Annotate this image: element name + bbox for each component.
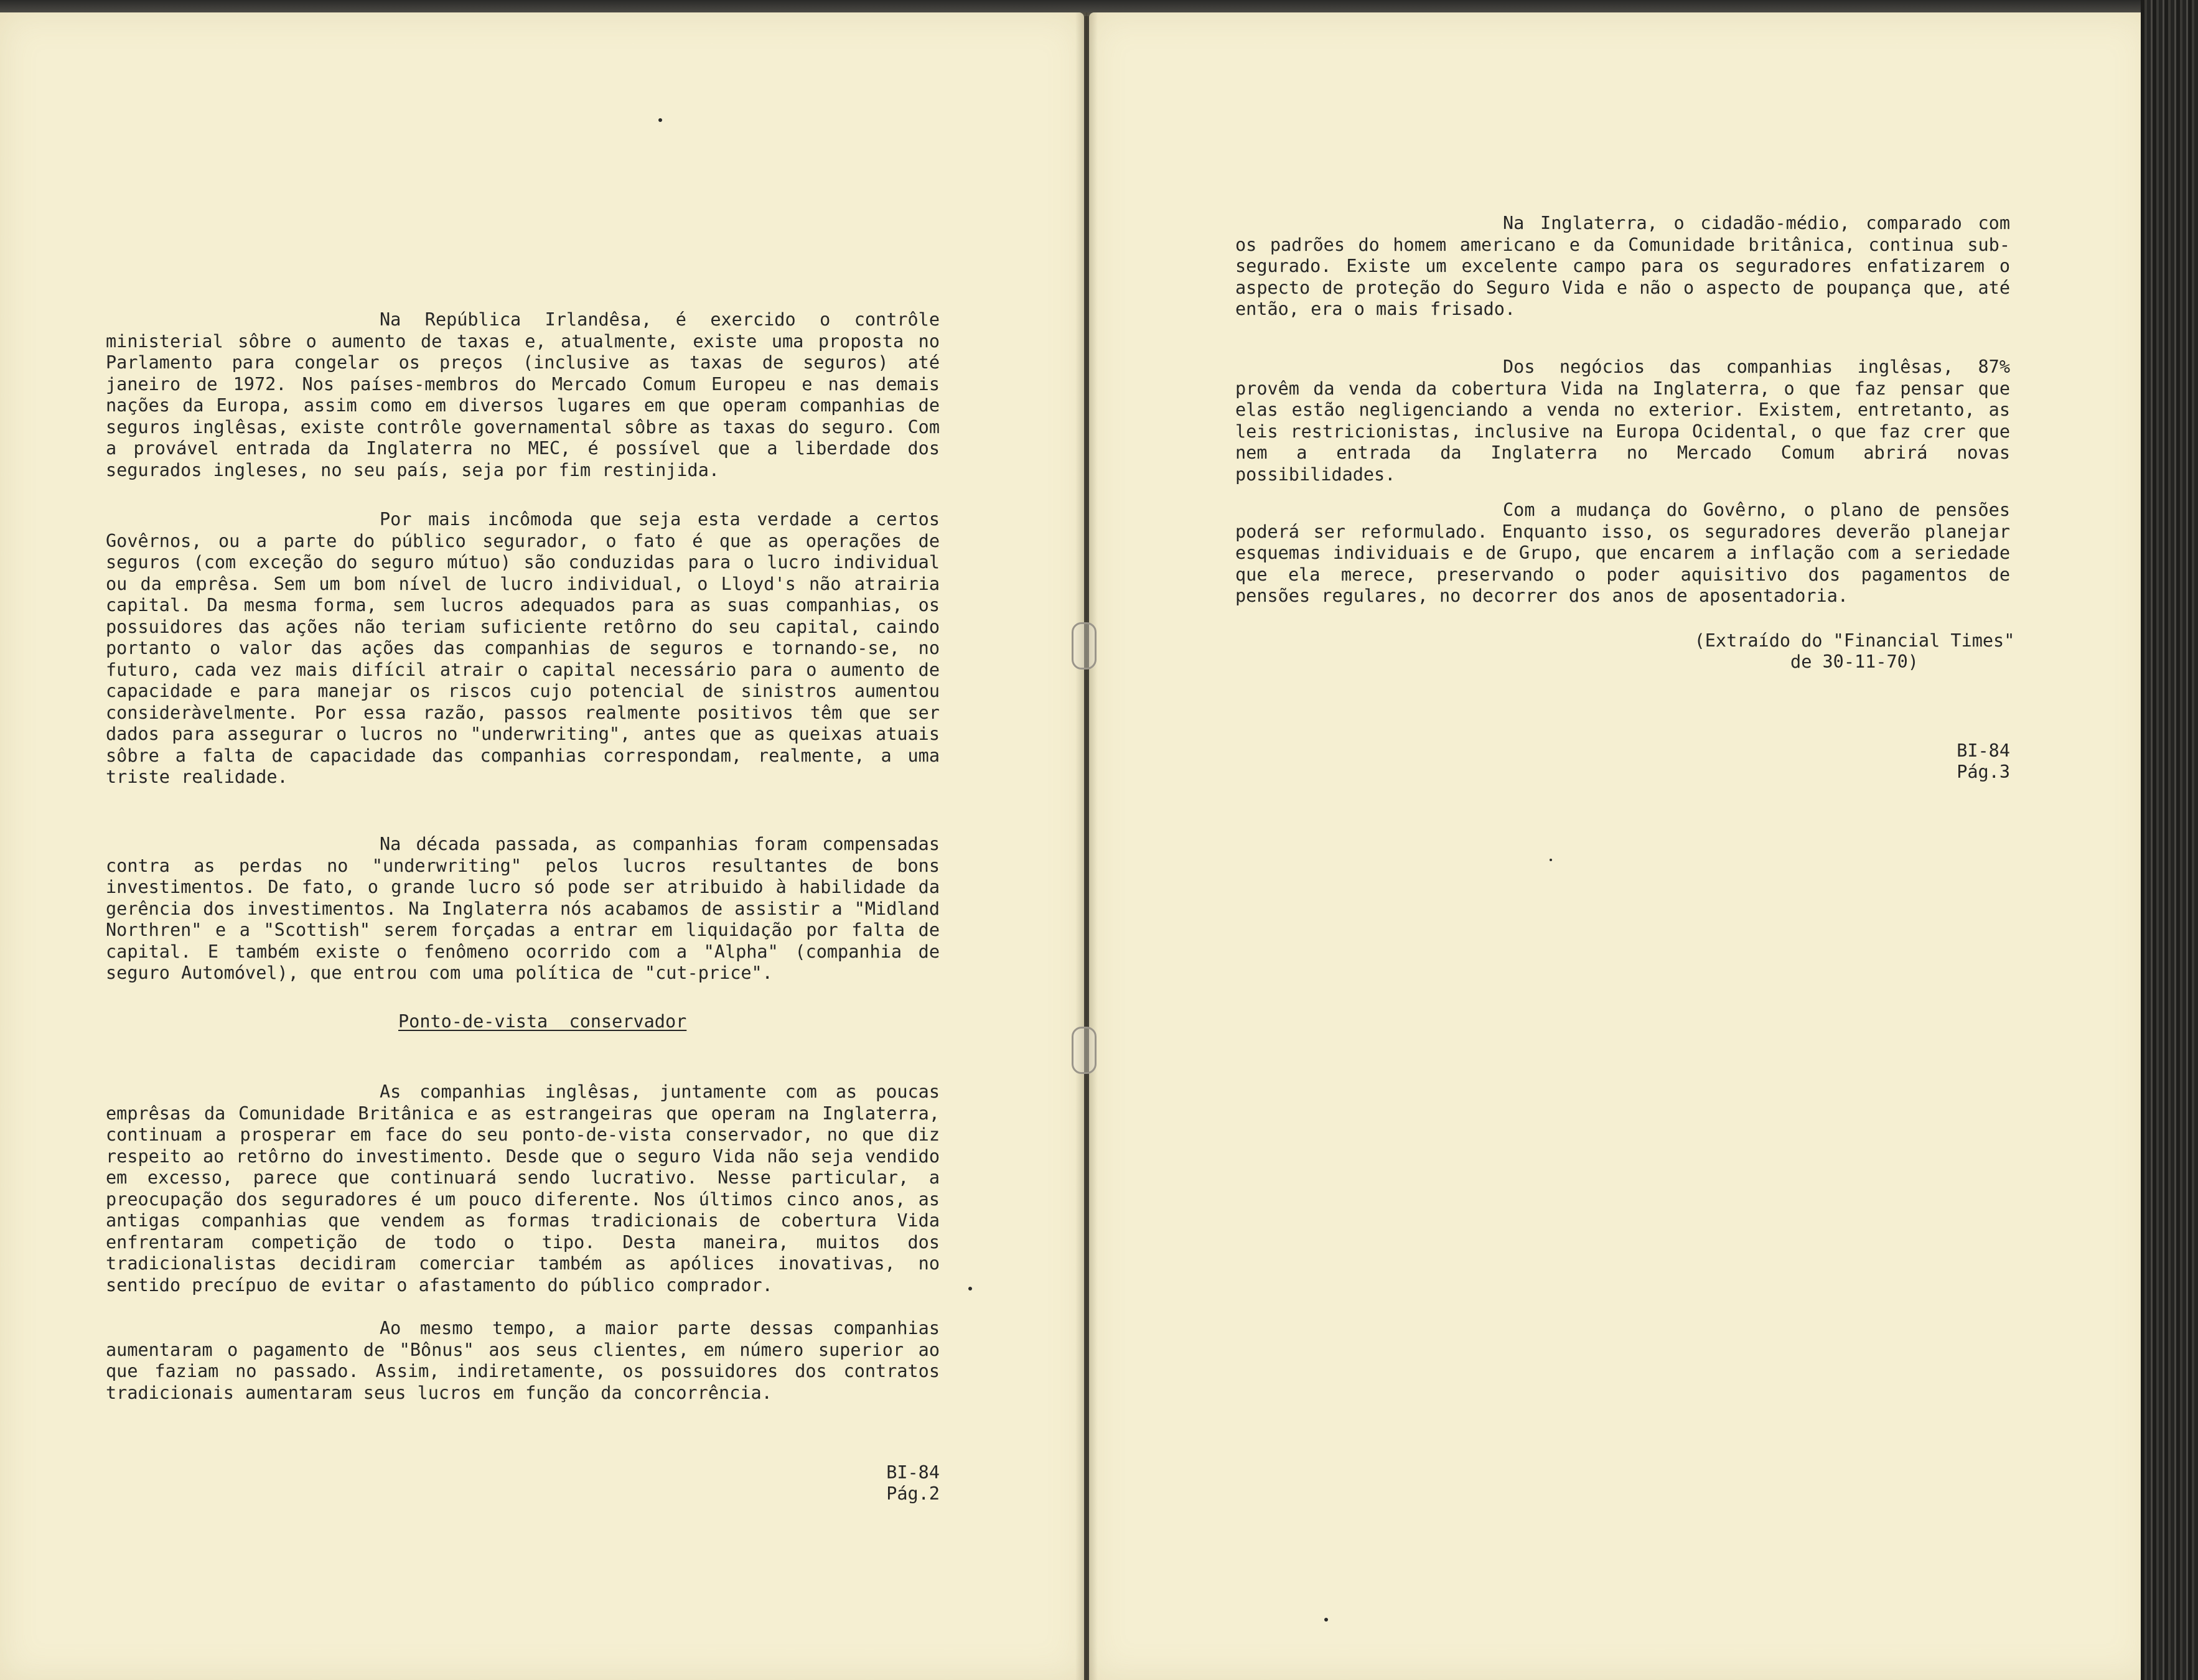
- source-credit-line-2: de 30-11-70): [1790, 651, 1919, 672]
- left-footer-page-number: Pág.2: [886, 1483, 940, 1504]
- right-page-footer: [1904, 740, 2010, 783]
- right-footer-page-number: Pág.3: [1957, 762, 2010, 782]
- left-paragraph-2: Por mais incômoda que seja esta verdade a certos Govêrnos, ou a parte do público segurador, o fato é que as operações de seguros (com exceção do seguro mútuo) são conduzidas para o lucro individual ou da emprêsa. Sem um bom nível de lucro individual, o Lloyd's não atrairia capital. Da mesma forma, sem lucros adequados para as suas companhias, os possuidores das ações não teriam suficiente retôrno do seu capital, caindo portanto o valor das ações das companhias de seguros e tornando-se, no futuro, cada vez mais difícil atrair o capital necessário para o aumento de capacidade e para manejar os riscos cujo potencial de sinistros aumentou consideràvelmente. Por essa razão, passos realmente positivos têm que ser dados para assegurar o lucros no "underwriting", antes que as queixas atuais sôbre a falta de capacidade das companhias correspondam, realmente, a uma triste realidade.: [106, 509, 940, 787]
- scan-speck: [1550, 859, 1552, 861]
- stacked-page-edges: [2141, 0, 2198, 1680]
- left-paragraph-1: Na República Irlandêsa, é exercido o contrôle ministerial sôbre o aumento de taxas e, atualmente, existe uma proposta no Parlamento para congelar os preços (inclusive as taxas de seguros) até janeiro de 1972. Nos países-membros do Mercado Comum Europeu e nas demais nações da Europa, assim como em diversos lugares em que operam companhias de seguros inglêsas, existe contrôle governamental sôbre as taxas do seguro. Com a provável entrada da Inglaterra no MEC, é possível que a liberdade dos segurados ingleses, no seu país, seja por fim restinjida.: [106, 309, 940, 480]
- right-paragraph-3: Com a mudança do Govêrno, o plano de pensões poderá ser reformulado. Enquanto isso, os seguradores deverão planejar esquemas individuais e de Grupo, que encarem a inflação com a seriedade que ela merece, preservando o poder aquisitivo dos pagamentos de pensões regulares, no decorrer dos anos de aposentadoria.: [1235, 500, 2010, 606]
- right-paragraph-1: Na Inglaterra, o cidadão-médio, comparado com os padrões do homem americano e da Comunidade britânica, continua sub-segurado. Existe um excelente campo para os seguradores enfatizarem o aspecto de proteção do Seguro Vida e não o aspecto de poupança que, até então, era o mais frisado.: [1235, 213, 2010, 319]
- source-credit: [1680, 630, 2029, 673]
- staple-top: [1072, 622, 1097, 670]
- scan-speck: [658, 118, 662, 122]
- scan-speck: [968, 1287, 972, 1290]
- staple-bottom: [1072, 1027, 1097, 1074]
- left-paragraph-3: Na década passada, as companhias foram compensadas contra as perdas no "underwriting" pelos lucros resultantes de bons investimentos. De fato, o grande lucro só pode ser atribuido à habilidade da gerência dos investimentos. Na Inglaterra nós acabamos de assistir a "Midland Northren" e a "Scottish" serem forçadas a entrar em liquidação por falta de capital. E também existe o fenômeno ocorrido com a "Alpha" (companhia de seguro Automóvel), que entrou com uma política de "cut-price".: [106, 834, 940, 983]
- book-gutter: [1075, 12, 1098, 1680]
- faded-header-mark: [68, 156, 330, 193]
- section-subheading: Ponto-de-vista conservador: [398, 1011, 687, 1032]
- left-paragraph-5: Ao mesmo tempo, a maior parte dessas companhias aumentaram o pagamento de "Bônus" aos seus clientes, em número superior ao que faziam no passado. Assim, indiretamente, os possuidores dos contratos tradicionais aumentaram seus lucros em função da concorrência.: [106, 1318, 940, 1403]
- right-paragraph-2: Dos negócios das companhias inglêsas, 87% provêm da venda da cobertura Vida na Inglaterra, o que faz pensar que elas estão negligenciando a venda no exterior. Existem, entretanto, as leis restricionistas, inclusive na Europa Ocidental, o que faz crer que nem a entrada da Inglaterra no Mercado Comum abrirá novas possibilidades.: [1235, 357, 2010, 485]
- source-credit-line-1: (Extraído do "Financial Times": [1694, 630, 2015, 651]
- left-paragraph-4: As companhias inglêsas, juntamente com as poucas emprêsas da Comunidade Britânica e as estrangeiras que operam na Inglaterra, continuam a prosperar em face do seu ponto-de-vista conservador, no que diz respeito ao retôrno do investimento. Desde que o seguro Vida não seja vendido em excesso, parece que continuará sendo lucrativo. Nesse particular, a preocupação dos seguradores é um pouco diferente. Nos últimos cinco anos, as antigas companhias que vendem as formas tradicionais de cobertura Vida enfrentaram competição de todo o tipo. Desta maneira, muitos dos tradicionalistas decidiram comerciar também as apólices inovativas, no sentido precípuo de evitar o afastamento do público comprador.: [106, 1081, 940, 1295]
- left-page-footer: [834, 1462, 940, 1505]
- right-footer-code: BI-84: [1957, 740, 2010, 761]
- left-footer-code: BI-84: [886, 1462, 940, 1483]
- scan-speck: [1324, 1618, 1328, 1622]
